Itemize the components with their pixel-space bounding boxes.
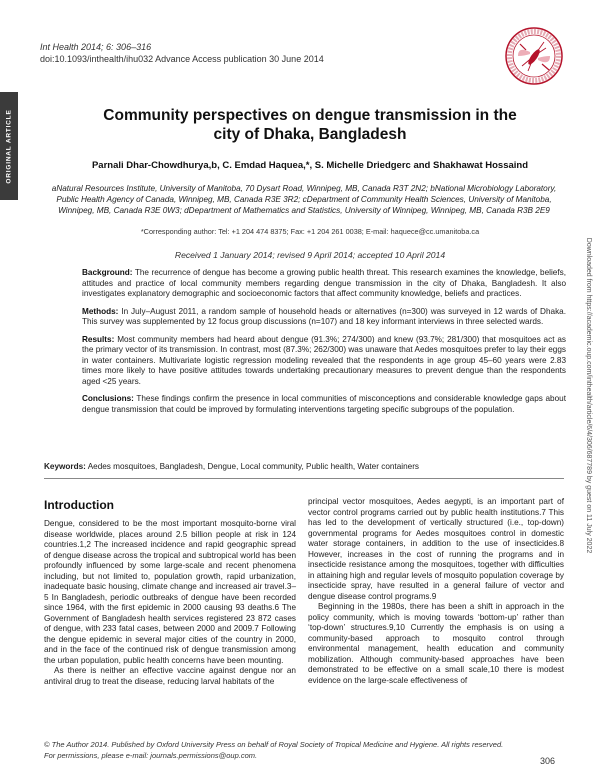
intro-heading: Introduction	[44, 498, 114, 512]
methods-text: In July–August 2011, a random sample of household heads or alternatives (n=300) was surveyed in 12 wards of Dhaka. This survey was supplemented by 12 focus group discussions (n=107) and 18 key informant interviews in three selected wards.	[82, 306, 566, 326]
keywords-label: Keywords:	[44, 462, 86, 471]
abstract	[82, 268, 566, 422]
permissions-notice: For permissions, please e-mail: journals.permissions@oup.com.	[44, 751, 258, 760]
abstract-conclusions	[82, 394, 566, 415]
abstract-methods	[82, 307, 566, 328]
keywords	[44, 462, 564, 471]
conclusions-label: Conclusions:	[82, 394, 134, 403]
background-text: The recurrence of dengue has become a growing public health threat. This research examines the knowledge, beliefs, attitudes and practice of local community members regarding dengue transmission in the city of Dhaka, Bangladesh. It also investigates explanatory demographic and socioeconomic factors that affect community knowledge, beliefs and practices.	[82, 268, 566, 298]
download-note-text: Downloaded from https://academic.oup.com/inthealth/article/6/4/306/687789 by guest on 11 July 2022	[585, 237, 593, 553]
corresponding-author: *Corresponding author: Tel: +1 204 474 8375; Fax: +1 204 261 0038; E-mail: haquece@cc.umanitoba.ca	[140, 227, 480, 236]
abstract-results	[82, 335, 566, 388]
section-tab-label: ORIGINAL ARTICLE	[5, 108, 13, 184]
page-number: 306	[540, 756, 556, 766]
download-note	[582, 215, 596, 575]
doi-line: doi:10.1093/inthealth/ihu032 Advance Access publication 30 June 2014	[40, 54, 324, 64]
intro-left-paragraph-2: As there is neither an effective vaccine against dengue nor an antiviral drug to treat the disease, reducing larval habitats of the	[44, 666, 296, 686]
results-label: Results:	[82, 334, 115, 344]
intro-right-column	[308, 497, 564, 686]
conclusions-text: These findings confirm the presence in local communities of misconceptions and considerable knowledge gaps about dengue transmission that could be improved by formulating interventions targeting specific subgroups of the population.	[82, 394, 566, 414]
journal-citation: Int Health 2014; 6: 306–316	[40, 42, 152, 52]
intro-right-paragraph-1: principal vector mosquitoes, Aedes aegypti, is an important part of vector control programs carried out by public health institutions.7 This has led to the development of vertically structured (i.e., top-down) governmental programs for Aedes mosquitoes control in domestic water storage containers, in addition to the use of insecticides.8 However, increases in the cost of running the programs and in insecticide resistance among the mosquitoes, together with difficulties in attaining high and regular levels of mosquito population coverage by insecticide spray, have resulted in a general failure of vector and dengue disease control programs.9	[308, 497, 564, 601]
copyright-notice: © The Author 2014. Published by Oxford University Press on behalf of Royal Society of Tropical Medicine and Hygiene. All rights reserved.	[44, 740, 504, 749]
results-text: Most community members had heard about dengue (91.3%; 274/300) and knew (93.7%; 281/300) that mosquitoes act as the primary vector of its transmission. In contrast, most (87.3%; 262/300) was unaware that Aedes mosquitoes prefer to lay their eggs in water containers. Multivariate logistic regression modeling revealed that the respondents in age group 45–60 years were 2.83 times more likely to have positive attitudes towards undertaking precautionary measures to prevent dengue than the respondents aged <25 years.	[82, 334, 566, 386]
article-title	[60, 106, 560, 144]
intro-right-paragraph-2: Beginning in the 1980s, there has been a shift in approach in the policy community, which is moving towards ‘bottom-up’ rather than ‘top-down’ structures.9,10 Currently the emphasis is on using a community-based approach to mosquito control through environmental management, health education and community mobilization. Although community-based approaches have been demonstrated to be effective on a small scale,10 there is modest evidence on the large-scale effectiveness of	[308, 602, 564, 685]
intro-left-column	[44, 519, 296, 687]
section-tab	[0, 92, 18, 200]
keywords-divider	[44, 478, 564, 479]
abstract-background	[82, 268, 566, 300]
background-label: Background:	[82, 268, 133, 277]
title-line-1: Community perspectives on dengue transmission in the	[103, 107, 517, 124]
methods-label: Methods:	[82, 306, 119, 316]
intro-left-paragraph-1: Dengue, considered to be the most important mosquito-borne viral disease worldwide, places around 2.5 billion people at risk in 124 countries.1,2 The increased incidence and rapid geographic spread of dengue disease across the tropical and subtropical world has been profoundly influenced by some large-scale and recent phenomena including, but not limited to, population growth, rapid urbanization, inadequate basic housing, climate change and increased air travel.3–5 In Bangladesh, periodic outbreaks of dengue have been recorded since 1964, with the first epidemic in 2000 causing 93 deaths.6 The Government of Bangladesh health services registered 23 872 cases of dengue, with 233 fatal cases, between 2000 and 2009.7 Following the dengue epidemic in several major cities of the country in 2000, and in the face of the continued risk of dengue transmission among the urban population, public health concerns have been mounting.	[44, 519, 296, 665]
title-line-2: city of Dhaka, Bangladesh	[213, 126, 407, 143]
keywords-text: Aedes mosquitoes, Bangladesh, Dengue, Local community, Public health, Water containers	[87, 462, 420, 471]
affiliations: aNatural Resources Institute, University of Manitoba, 70 Dysart Road, Winnipeg, MB, Canada R3T 2N2; bNational Microbiology Laboratory, Public Health Agency of Canada, Winnipeg, MB, Canada R3E 3R2; cDepartment of Community Health Sciences, University of Manitoba, Winnipeg, MB, Canada R3E 0W3; dDepartment of Mathematics and Statistics, University of Winnipeg, Winnipeg, MB, Canada R3B 2E9	[51, 184, 557, 215]
article-dates: Received 1 January 2014; revised 9 April 2014; accepted 10 April 2014	[174, 250, 446, 260]
society-logo	[504, 26, 564, 86]
author-list: Parnali Dhar-Chowdhurya,b, C. Emdad Haquea,*, S. Michelle Driedgerc and Shakhawat Hossaind	[91, 160, 529, 171]
